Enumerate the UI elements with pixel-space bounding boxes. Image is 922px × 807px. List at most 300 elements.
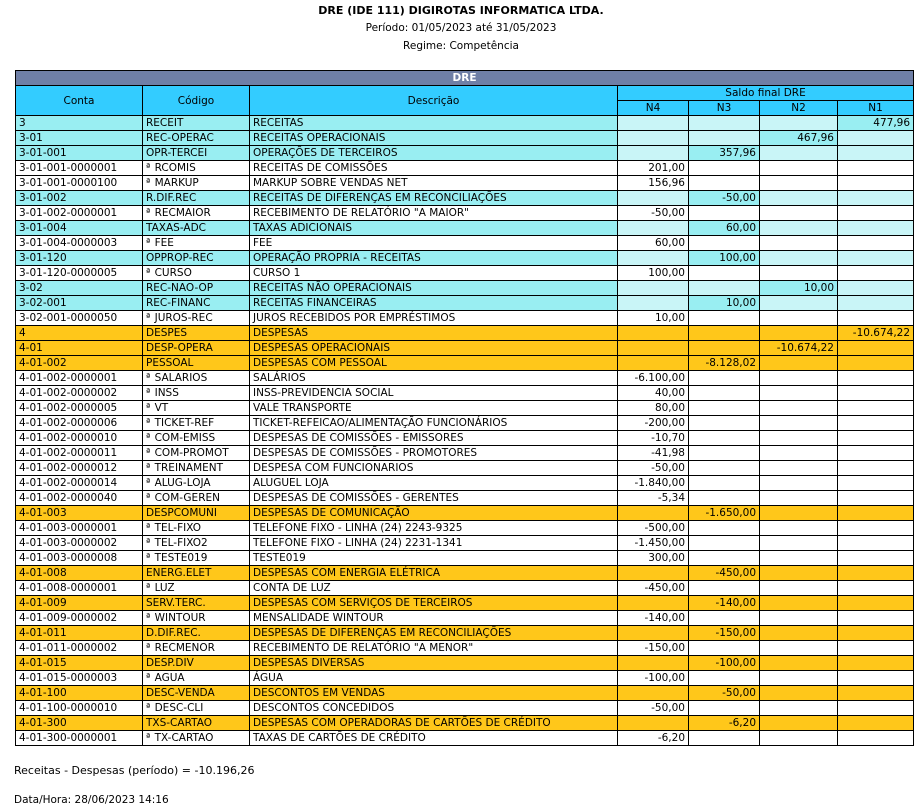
cell-descricao: MENSALIDADE WINTOUR [250, 611, 618, 626]
cell-n2 [760, 266, 838, 281]
cell-n2 [760, 461, 838, 476]
table-row [16, 161, 914, 176]
cell-conta: 4-01-003 [16, 506, 143, 521]
leaf-marker-icon: ª [146, 523, 151, 533]
cell-n4: -140,00 [618, 611, 689, 626]
codigo-text: R.DIF.REC [146, 192, 197, 204]
cell-n2 [760, 221, 838, 236]
leaf-marker-icon: ª [146, 553, 151, 563]
cell-n4 [618, 341, 689, 356]
leaf-marker-icon: ª [146, 418, 151, 428]
table-row [16, 251, 914, 266]
codigo-text: RCOMIS [154, 162, 196, 174]
cell-n2 [760, 146, 838, 161]
cell-n1 [838, 431, 914, 446]
cell-conta: 3-02-001-0000050 [16, 311, 143, 326]
cell-n3 [689, 476, 760, 491]
cell-n2 [760, 521, 838, 536]
table-row [16, 536, 914, 551]
cell-conta: 3-01-004-0000003 [16, 236, 143, 251]
cell-codigo [143, 416, 250, 431]
col-header-n1: N1 [838, 101, 914, 116]
cell-conta: 4-01-011-0000002 [16, 641, 143, 656]
leaf-marker-icon: ª [146, 208, 151, 218]
codigo-text: AGUA [154, 672, 185, 684]
cell-codigo [143, 356, 250, 371]
cell-n3 [689, 701, 760, 716]
cell-codigo [143, 176, 250, 191]
cell-codigo [143, 476, 250, 491]
cell-conta: 4-01-003-0000008 [16, 551, 143, 566]
codigo-text: REC-NAO-OP [146, 282, 214, 294]
codigo-text: MARKUP [154, 177, 199, 189]
leaf-marker-icon: ª [146, 178, 151, 188]
cell-n4 [618, 626, 689, 641]
cell-n4: 156,96 [618, 176, 689, 191]
leaf-marker-icon: ª [146, 163, 151, 173]
cell-codigo [143, 236, 250, 251]
cell-n1 [838, 671, 914, 686]
cell-n4 [618, 116, 689, 131]
report-datetime: Data/Hora: 28/06/2023 14:16 [14, 794, 169, 806]
report-title: DRE (IDE 111) DIGIROTAS INFORMATICA LTDA. [318, 4, 604, 17]
table-row [16, 716, 914, 731]
cell-codigo [143, 536, 250, 551]
cell-n1 [838, 461, 914, 476]
cell-descricao: RECEITAS DE DIFERENÇAS EM RECONCILIAÇÕES [250, 191, 618, 206]
cell-codigo [143, 506, 250, 521]
cell-n3: -6,20 [689, 716, 760, 731]
cell-n4 [618, 566, 689, 581]
cell-conta: 4-01-002-0000005 [16, 401, 143, 416]
cell-conta: 4-01 [16, 341, 143, 356]
report-regime: Regime: Competência [403, 40, 519, 52]
cell-n2 [760, 176, 838, 191]
cell-n2 [760, 446, 838, 461]
cell-n2 [760, 731, 838, 746]
table-row [16, 521, 914, 536]
table-row [16, 176, 914, 191]
codigo-text: TESTE019 [154, 552, 208, 564]
table-row [16, 596, 914, 611]
cell-n4: -1.840,00 [618, 476, 689, 491]
table-row [16, 371, 914, 386]
table-row [16, 551, 914, 566]
cell-conta: 4-01-002-0000012 [16, 461, 143, 476]
cell-codigo [143, 206, 250, 221]
cell-n3 [689, 581, 760, 596]
cell-codigo [143, 656, 250, 671]
table-row [16, 731, 914, 746]
codigo-text: FEE [154, 237, 174, 249]
cell-conta: 3-01-001-0000100 [16, 176, 143, 191]
cell-descricao: TICKET-REFEICAO/ALIMENTAÇÃO FUNCIONÁRIOS [250, 416, 618, 431]
cell-n1 [838, 206, 914, 221]
cell-n1 [838, 281, 914, 296]
leaf-marker-icon: ª [146, 733, 151, 743]
codigo-text: OPR-TERCEI [146, 147, 208, 159]
cell-n1 [838, 221, 914, 236]
table-row [16, 461, 914, 476]
cell-n1 [838, 176, 914, 191]
leaf-marker-icon: ª [146, 463, 151, 473]
cell-n3 [689, 371, 760, 386]
codigo-text: DESPCOMUNI [146, 507, 218, 519]
cell-descricao: RECEBIMENTO DE RELATÓRIO "A MENOR" [250, 641, 618, 656]
cell-codigo [143, 131, 250, 146]
cell-descricao: CURSO 1 [250, 266, 618, 281]
cell-n1 [838, 161, 914, 176]
cell-n3 [689, 386, 760, 401]
cell-conta: 4-01-008 [16, 566, 143, 581]
cell-n4: 10,00 [618, 311, 689, 326]
cell-descricao: DESPESAS DE COMISSÕES - GERENTES [250, 491, 618, 506]
cell-n3: 10,00 [689, 296, 760, 311]
cell-conta: 4-01-011 [16, 626, 143, 641]
cell-n4: -150,00 [618, 641, 689, 656]
cell-n4 [618, 506, 689, 521]
cell-descricao: DESCONTOS EM VENDAS [250, 686, 618, 701]
leaf-marker-icon: ª [146, 448, 151, 458]
cell-n4: -1.450,00 [618, 536, 689, 551]
cell-descricao: DESPESAS DIVERSAS [250, 656, 618, 671]
cell-descricao: DESPESAS DE COMISSÕES - PROMOTORES [250, 446, 618, 461]
cell-descricao: TAXAS DE CARTÕES DE CRÉDITO [250, 731, 618, 746]
codigo-text: INSS [154, 387, 179, 399]
cell-n2 [760, 416, 838, 431]
cell-conta: 4-01-008-0000001 [16, 581, 143, 596]
cell-descricao: INSS-PREVIDENCIA SOCIAL [250, 386, 618, 401]
cell-conta: 4-01-003-0000001 [16, 521, 143, 536]
cell-conta: 4-01-002-0000040 [16, 491, 143, 506]
leaf-marker-icon: ª [146, 268, 151, 278]
codigo-text: DESPES [146, 327, 188, 339]
cell-n2 [760, 581, 838, 596]
cell-n4: 201,00 [618, 161, 689, 176]
cell-descricao: VALE TRANSPORTE [250, 401, 618, 416]
cell-conta: 4-01-015-0000003 [16, 671, 143, 686]
cell-n4: 100,00 [618, 266, 689, 281]
cell-codigo [143, 386, 250, 401]
cell-n4: 60,00 [618, 236, 689, 251]
cell-codigo [143, 401, 250, 416]
codigo-text: COM-GEREN [154, 492, 220, 504]
cell-n4: -200,00 [618, 416, 689, 431]
cell-descricao: DESPESAS COM PESSOAL [250, 356, 618, 371]
cell-n4: -450,00 [618, 581, 689, 596]
cell-n3 [689, 446, 760, 461]
cell-descricao: RECEBIMENTO DE RELATÓRIO "A MAIOR" [250, 206, 618, 221]
table-row [16, 221, 914, 236]
cell-conta: 4-01-009 [16, 596, 143, 611]
cell-n4 [618, 221, 689, 236]
cell-n2 [760, 611, 838, 626]
cell-n2 [760, 641, 838, 656]
cell-n3 [689, 416, 760, 431]
cell-codigo [143, 731, 250, 746]
cell-conta: 3 [16, 116, 143, 131]
table-row [16, 116, 914, 131]
leaf-marker-icon: ª [146, 388, 151, 398]
cell-descricao: JUROS RECEBIDOS POR EMPRÉSTIMOS [250, 311, 618, 326]
cell-n4: -6.100,00 [618, 371, 689, 386]
codigo-text: COM-PROMOT [154, 447, 229, 459]
cell-descricao: CONTA DE LUZ [250, 581, 618, 596]
cell-codigo [143, 566, 250, 581]
table-row [16, 701, 914, 716]
col-header-n4: N4 [618, 101, 689, 116]
codigo-text: REC-FINANC [146, 297, 211, 309]
cell-codigo [143, 461, 250, 476]
cell-n1 [838, 311, 914, 326]
cell-n4: -41,98 [618, 446, 689, 461]
cell-n1 [838, 611, 914, 626]
codigo-text: REC-OPERAC [146, 132, 214, 144]
table-row [16, 356, 914, 371]
cell-n2 [760, 596, 838, 611]
cell-n1 [838, 521, 914, 536]
cell-n2 [760, 296, 838, 311]
result-summary: Receitas - Despesas (período) = -10.196,26 [14, 764, 255, 777]
cell-n1 [838, 506, 914, 521]
codigo-text: TXS-CARTAO [146, 717, 212, 729]
codigo-text: RECMAIOR [154, 207, 211, 219]
table-row [16, 686, 914, 701]
cell-descricao: RECEITAS FINANCEIRAS [250, 296, 618, 311]
cell-n4: -500,00 [618, 521, 689, 536]
cell-codigo [143, 266, 250, 281]
dre-band-header: DRE [16, 71, 914, 86]
cell-n1 [838, 356, 914, 371]
cell-n3 [689, 206, 760, 221]
table-row [16, 146, 914, 161]
cell-conta: 4-01-100-0000010 [16, 701, 143, 716]
cell-n1 [838, 251, 914, 266]
cell-n1 [838, 596, 914, 611]
cell-n2 [760, 686, 838, 701]
codigo-text: SERV.TERC. [146, 597, 206, 609]
cell-n4: -50,00 [618, 701, 689, 716]
cell-n1 [838, 341, 914, 356]
cell-n3 [689, 281, 760, 296]
cell-n2 [760, 491, 838, 506]
dre-table-body [16, 116, 914, 746]
col-header-saldo: Saldo final DRE [618, 86, 914, 101]
codigo-text: TEL-FIXO2 [154, 537, 208, 549]
report-period: Período: 01/05/2023 até 31/05/2023 [365, 22, 557, 34]
cell-conta: 4-01-002-0000014 [16, 476, 143, 491]
cell-n4: -6,20 [618, 731, 689, 746]
table-row [16, 671, 914, 686]
cell-codigo [143, 581, 250, 596]
cell-n3: -50,00 [689, 686, 760, 701]
cell-n1 [838, 401, 914, 416]
cell-n3: -140,00 [689, 596, 760, 611]
cell-n3 [689, 311, 760, 326]
cell-n3 [689, 491, 760, 506]
cell-codigo [143, 281, 250, 296]
cell-descricao: TELEFONE FIXO - LINHA (24) 2231-1341 [250, 536, 618, 551]
cell-n1 [838, 296, 914, 311]
cell-conta: 3-01-001-0000001 [16, 161, 143, 176]
table-row [16, 281, 914, 296]
cell-descricao: DESPESAS [250, 326, 618, 341]
cell-n3 [689, 131, 760, 146]
cell-codigo [143, 641, 250, 656]
cell-descricao: DESPESAS COM ENERGIA ELÉTRICA [250, 566, 618, 581]
cell-n1 [838, 716, 914, 731]
cell-n1: 477,96 [838, 116, 914, 131]
cell-conta: 4-01-009-0000002 [16, 611, 143, 626]
cell-n1 [838, 266, 914, 281]
cell-n4: -50,00 [618, 206, 689, 221]
cell-n4 [618, 716, 689, 731]
cell-n3 [689, 611, 760, 626]
leaf-marker-icon: ª [146, 238, 151, 248]
cell-conta: 4-01-300 [16, 716, 143, 731]
table-row [16, 626, 914, 641]
cell-n2 [760, 656, 838, 671]
cell-descricao: RECEITAS NÃO OPERACIONAIS [250, 281, 618, 296]
cell-n4: 300,00 [618, 551, 689, 566]
cell-n3 [689, 266, 760, 281]
table-row [16, 416, 914, 431]
cell-n4 [618, 686, 689, 701]
cell-descricao: DESPESAS DE COMUNICAÇÃO [250, 506, 618, 521]
codigo-text: TREINAMENT [154, 462, 224, 474]
cell-n2 [760, 206, 838, 221]
table-row [16, 326, 914, 341]
table-row [16, 386, 914, 401]
cell-n4: 40,00 [618, 386, 689, 401]
table-row [16, 476, 914, 491]
cell-conta: 3-01-120-0000005 [16, 266, 143, 281]
codigo-text: TEL-FIXO [154, 522, 202, 534]
cell-n3 [689, 731, 760, 746]
codigo-text: JUROS-REC [154, 312, 213, 324]
cell-n1 [838, 476, 914, 491]
cell-conta: 3-01-002-0000001 [16, 206, 143, 221]
cell-n1 [838, 701, 914, 716]
cell-conta: 4-01-003-0000002 [16, 536, 143, 551]
cell-n3 [689, 176, 760, 191]
cell-codigo [143, 671, 250, 686]
cell-codigo [143, 551, 250, 566]
table-row [16, 401, 914, 416]
cell-n3: -50,00 [689, 191, 760, 206]
cell-codigo [143, 611, 250, 626]
dre-table [15, 70, 914, 746]
leaf-marker-icon: ª [146, 538, 151, 548]
cell-conta: 4-01-002-0000001 [16, 371, 143, 386]
cell-n4: -10,70 [618, 431, 689, 446]
cell-descricao: DESPESAS OPERACIONAIS [250, 341, 618, 356]
cell-n1 [838, 536, 914, 551]
cell-n2 [760, 386, 838, 401]
table-row [16, 191, 914, 206]
cell-descricao: RECEITAS OPERACIONAIS [250, 131, 618, 146]
cell-n3: 357,96 [689, 146, 760, 161]
cell-n2 [760, 401, 838, 416]
cell-n1 [838, 131, 914, 146]
leaf-marker-icon: ª [146, 673, 151, 683]
cell-n3: -8.128,02 [689, 356, 760, 371]
cell-conta: 4-01-002-0000010 [16, 431, 143, 446]
codigo-text: ALUG-LOJA [154, 477, 211, 489]
cell-n3 [689, 161, 760, 176]
cell-conta: 3-01-002 [16, 191, 143, 206]
table-row [16, 131, 914, 146]
cell-n2 [760, 161, 838, 176]
cell-n1 [838, 191, 914, 206]
codigo-text: DESP-OPERA [146, 342, 213, 354]
cell-n3 [689, 401, 760, 416]
cell-descricao: DESPESA COM FUNCIONARIOS [250, 461, 618, 476]
cell-n3: 60,00 [689, 221, 760, 236]
cell-n2 [760, 476, 838, 491]
codigo-text: COM-EMISS [154, 432, 216, 444]
table-row [16, 641, 914, 656]
table-row [16, 311, 914, 326]
table-row [16, 236, 914, 251]
cell-n1 [838, 551, 914, 566]
cell-descricao: DESPESAS DE COMISSÕES - EMISSORES [250, 431, 618, 446]
cell-conta: 3-02 [16, 281, 143, 296]
cell-descricao: DESPESAS COM SERVIÇOS DE TERCEIROS [250, 596, 618, 611]
table-row [16, 506, 914, 521]
cell-n2 [760, 716, 838, 731]
cell-n2 [760, 626, 838, 641]
cell-n4 [618, 356, 689, 371]
codigo-text: TICKET-REF [154, 417, 215, 429]
cell-n4 [618, 596, 689, 611]
table-row [16, 266, 914, 281]
cell-n2 [760, 191, 838, 206]
cell-codigo [143, 146, 250, 161]
cell-descricao: SALÁRIOS [250, 371, 618, 386]
cell-n1 [838, 731, 914, 746]
cell-descricao: FEE [250, 236, 618, 251]
table-row [16, 296, 914, 311]
table-row [16, 656, 914, 671]
cell-n4 [618, 146, 689, 161]
col-header-codigo: Código [143, 86, 250, 116]
cell-n4 [618, 326, 689, 341]
cell-n4 [618, 131, 689, 146]
cell-conta: 3-02-001 [16, 296, 143, 311]
cell-n3 [689, 326, 760, 341]
cell-n3: 100,00 [689, 251, 760, 266]
cell-n3 [689, 461, 760, 476]
cell-conta: 4-01-002 [16, 356, 143, 371]
cell-n2 [760, 671, 838, 686]
cell-n1 [838, 656, 914, 671]
cell-conta: 4 [16, 326, 143, 341]
cell-n2 [760, 236, 838, 251]
cell-n4 [618, 656, 689, 671]
cell-codigo [143, 251, 250, 266]
cell-descricao: ÁGUA [250, 671, 618, 686]
cell-n4 [618, 296, 689, 311]
cell-descricao: RECEITAS [250, 116, 618, 131]
col-header-n3: N3 [689, 101, 760, 116]
col-header-conta: Conta [16, 86, 143, 116]
cell-n1 [838, 686, 914, 701]
cell-n4: 80,00 [618, 401, 689, 416]
cell-codigo [143, 161, 250, 176]
cell-n2 [760, 251, 838, 266]
cell-codigo [143, 626, 250, 641]
